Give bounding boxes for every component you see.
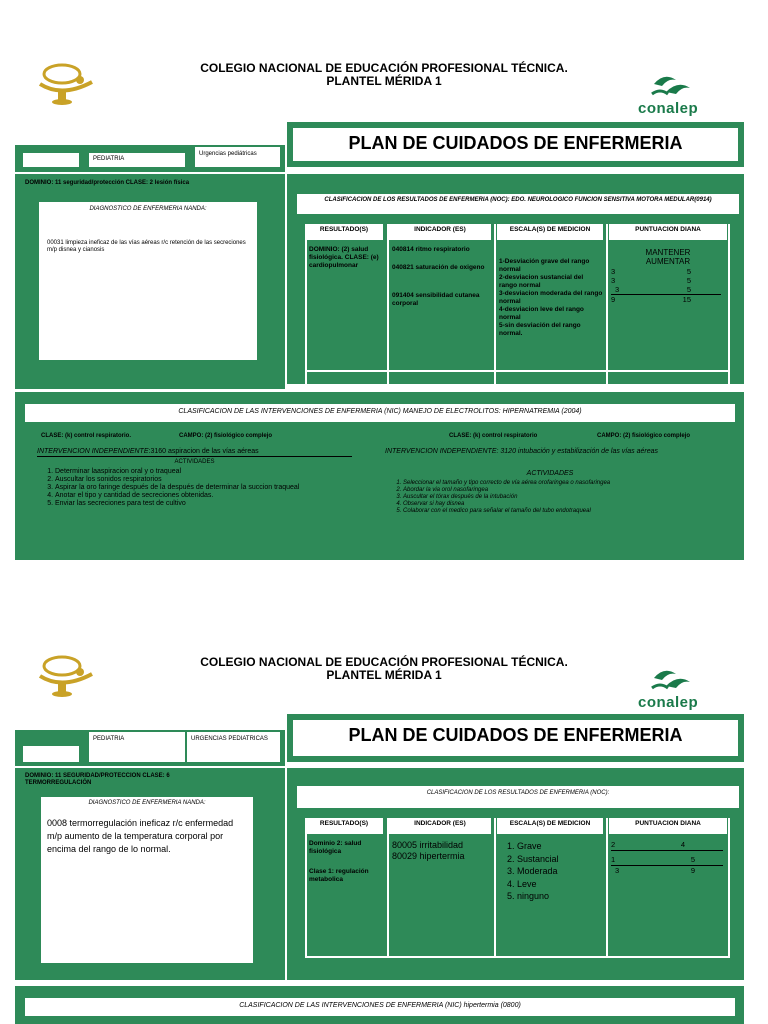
right-clase: CLASE: (k) control respiratorio (449, 433, 538, 439)
diana-row: 3 9 (611, 865, 723, 876)
diana-row: 3 5 (611, 267, 691, 276)
nic-title: CLASIFICACION DE LAS INTERVENCIONES DE ENFERMERIA (NIC) hipertermia (0800) (25, 998, 735, 1016)
activity-item: 4. Observar si hay disnea (403, 501, 725, 508)
resultado-1: Dominio 2: salud fisiológica (309, 840, 362, 855)
area-label: PEDIATRIA (89, 732, 185, 762)
activity-item: 1. Seleccionar el tamaño y tipo correcto de vía aérea orofaringea o nasofaringea (403, 480, 725, 487)
noc-title: CLASIFICACION DE LOS RESULTADOS DE ENFERMERIA (NOC): (297, 786, 739, 808)
table-line (494, 224, 496, 384)
table-line (305, 224, 307, 384)
plan-title: PLAN DE CUIDADOS DE ENFERMERIA (293, 720, 738, 756)
left-campo: CAMPO: (2) fisiológico complejo (179, 433, 273, 439)
diana-aumentar: AUMENTAR (645, 257, 691, 266)
plan-title-box (287, 122, 744, 167)
conalep-logo-icon (650, 72, 694, 100)
diana-row: 9 15 (611, 295, 691, 304)
diana-row: 1 5 (611, 855, 695, 864)
diana-row: 3 5 (611, 285, 721, 295)
escala-item: 4-desviacion leve del rango normal (499, 306, 584, 321)
diana-rows (611, 840, 723, 876)
dominio-text: DOMINIO: 11 SEGURIDAD/PROTECCION CLASE: 6 TERMORREGULACIÓN (25, 773, 170, 786)
escala-list (499, 840, 603, 903)
school-name: COLEGIO NACIONAL DE EDUCACIÓN PROFESIONAL TÉCNICA. (200, 655, 568, 669)
campus-name: PLANTEL MÉRIDA 1 (326, 668, 442, 682)
activity-item: 2. Auscultar los sonidos respiratorios (55, 476, 337, 484)
diana-rows (611, 267, 721, 304)
col-resultado: RESULTADO(S) (305, 818, 383, 834)
diagnosis-title: DIAGNOSTICO DE ENFERMERIA NANDA: (88, 800, 206, 806)
nic-title: CLASIFICACION DE LAS INTERVENCIONES DE ENFERMERIA (NIC) MANEJO DE ELECTROLITOS: HIPERNATREMIA (2004) (25, 404, 735, 422)
diana-row: 3 5 (611, 276, 691, 285)
blank-box (23, 153, 79, 167)
service-label: Urgencias pediátricas (195, 147, 280, 167)
right-actividades-title: ACTIVIDADES (526, 470, 574, 477)
resultado-2: Clase 1: regulación metabolica (309, 868, 369, 883)
diagnosis-text: 0008 termorregulación ineficaz r/c enfermedad m/p aumento de la temperatura corporal por encima del rango de lo normal. (47, 818, 234, 854)
left-actividades-title: ACTIVIDADES (174, 459, 215, 465)
nic-panel (15, 986, 744, 1024)
diana-row: 2 4 (611, 840, 723, 851)
right-campo: CAMPO: (2) fisiológico complejo (597, 433, 691, 439)
indicador-1: 80005 irritabilidad (392, 840, 464, 850)
noc-panel (287, 174, 744, 384)
indicador-1: 040814 ritmo respiratorio (392, 246, 470, 253)
table-line (387, 224, 389, 384)
table-line (728, 224, 730, 384)
col-escala: ESCALA(S) DE MEDICION (497, 224, 603, 240)
table-line (305, 370, 730, 372)
diagnosis-title: DIAGNOSTICO DE ENFERMERIA NANDA: (89, 206, 207, 212)
diagnosis-panel (15, 768, 285, 980)
service-label: URGENCIAS PEDIATRICAS (187, 732, 280, 762)
escala-item: 2. Sustancial (517, 853, 603, 866)
right-actividades-list (385, 480, 725, 515)
diana-mantener: MANTENER (645, 248, 691, 257)
activity-item: 3. Aspirar la oro faringe después de la después de determinar la succion traqueal (55, 484, 337, 492)
conalep-logo-icon (650, 666, 694, 694)
area-header-band (15, 145, 285, 172)
activity-item: 2. Abordar la via orol nasofaringea (403, 487, 725, 494)
campus-name: PLANTEL MÉRIDA 1 (326, 74, 442, 88)
diagnosis-box (39, 202, 257, 360)
left-clase: CLASE: (k) control respiratorio. (41, 433, 132, 439)
conalep-wordmark: conalep (638, 694, 699, 711)
resultado-text: DOMINIO: (2) salud fisiológica. CLASE: (e) cardiopulmonar (309, 246, 379, 269)
table-line (728, 818, 730, 958)
right-intervention: INTERVENCION INDEPENDIENTE: 3120 intubación y estabilización de las vías aéreas (385, 448, 658, 455)
conalep-wordmark: conalep (638, 100, 699, 117)
table-line (305, 818, 307, 958)
plan-title-box (287, 714, 744, 762)
indicador-2: 040821 saturación de oxigeno (392, 264, 485, 271)
table-line (387, 818, 389, 958)
area-header-band (15, 730, 285, 766)
escala-list (499, 258, 603, 338)
escala-item: 5-sin desviación del rango normal. (499, 322, 581, 337)
escala-item: 3. Moderada (517, 865, 603, 878)
diagnosis-text: 00031 limpieza ineficaz de las vías aéreas r/c retención de las secreciones m/p disnea y cianosis (47, 240, 246, 253)
col-escala: ESCALA(S) DE MEDICION (497, 818, 603, 834)
table-line (606, 818, 608, 958)
col-indicador: INDICADOR (ES) (389, 224, 491, 240)
nic-panel (15, 392, 744, 560)
col-diana: PUNTUACION DIANA (609, 224, 727, 240)
blank-box (23, 746, 79, 762)
escala-item: 5. ninguno (517, 890, 603, 903)
activity-item: 3. Auscultar el tórax después de la intubación (403, 494, 725, 501)
activity-item: 5. Colaborar con el medico para señalar el tamaño del tubo endotraqueal (403, 508, 725, 515)
table-line (494, 818, 496, 958)
escala-item: 1-Desviación grave del rango normal (499, 258, 590, 273)
table-line (606, 224, 608, 384)
indicador-2: 80029 hipertermia (392, 851, 465, 861)
escala-item: 2-desviacion sustancial del rango normal (499, 274, 584, 289)
table-line (305, 956, 730, 958)
area-label: PEDIATRIA (89, 153, 185, 167)
activity-item: 5. Enviar las secreciones para test de cultivo (55, 500, 337, 508)
activity-item: 4. Anotar el tipo y cantidad de secreciones obtenidas. (55, 492, 337, 500)
indicador-3: 091404 sensibilidad cutanea corporal (392, 292, 480, 307)
left-intervention: INTERVENCION INDEPENDIENTE:3160 aspiracion de las vías aéreas (37, 448, 352, 457)
school-name: COLEGIO NACIONAL DE EDUCACIÓN PROFESIONAL TÉCNICA. (200, 61, 568, 75)
activity-item: 1. Determinar laaspiracion oral y o traqueal (55, 468, 337, 476)
col-resultado: RESULTADO(S) (305, 224, 383, 240)
left-actividades-list (37, 468, 337, 508)
escala-item: 3-desviacion moderada del rango normal (499, 290, 603, 305)
escala-item: 1. Grave (517, 840, 603, 853)
diagnosis-box (41, 797, 253, 963)
escala-item: 4. Leve (517, 878, 603, 891)
diagnosis-panel (15, 174, 285, 389)
dominio-text: DOMINIO: 11 seguridad/protección CLASE: 2 lesión física (25, 180, 190, 186)
noc-panel (287, 768, 744, 980)
plan-title: PLAN DE CUIDADOS DE ENFERMERIA (293, 128, 738, 161)
noc-title: CLASIFICACION DE LOS RESULTADOS DE ENFERMERIA (NOC): EDO. NEUROLOGICO FUNCION SENSITIVA MOTORA MEDULAR(0914) (297, 194, 739, 214)
col-diana: PUNTUACION DIANA (609, 818, 727, 834)
col-indicador: INDICADOR (ES) (389, 818, 491, 834)
